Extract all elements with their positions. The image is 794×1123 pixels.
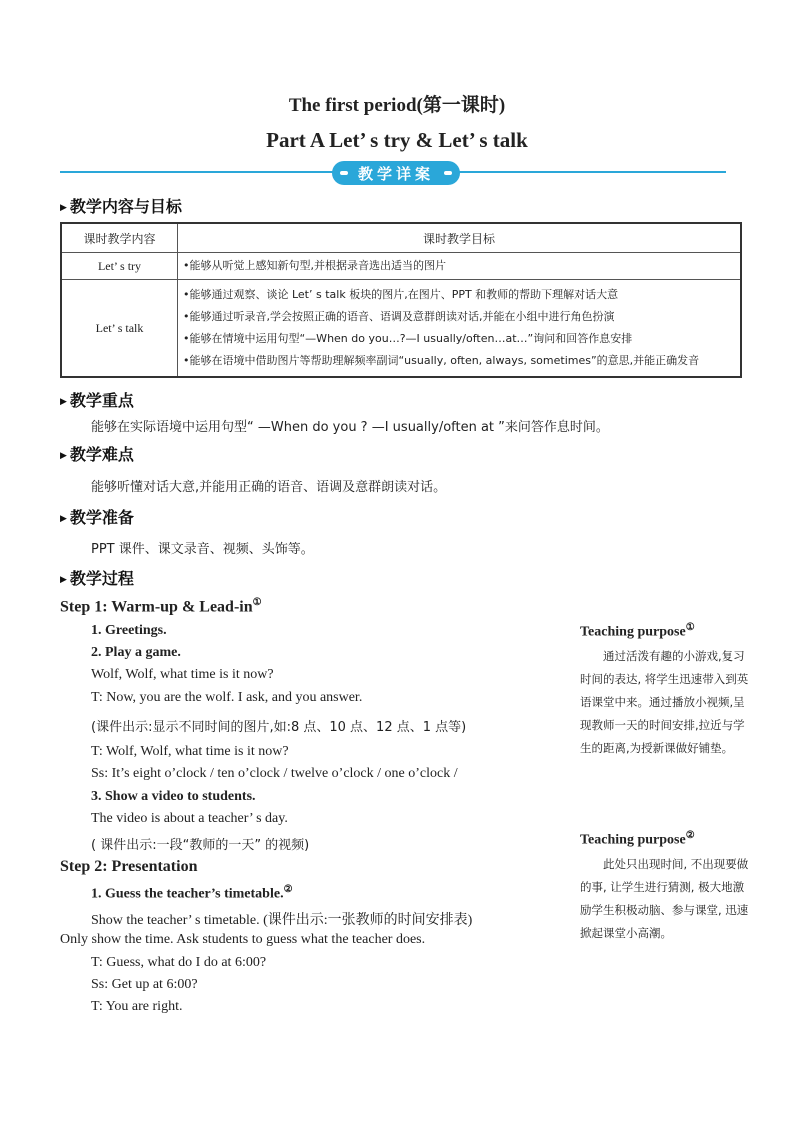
- goal-item: •能够通过听录音,学会按照正确的语音、语调及意群朗读对话,并能在小组中进行角色扮演: [183, 310, 615, 323]
- footnote-mark: ①: [252, 597, 262, 608]
- table-header-cell: 课时教学内容: [61, 223, 178, 253]
- step1-item: Ss: It’s eight o’clock / ten o’clock / twelve o’clock / one o’clock /: [91, 766, 458, 781]
- difficulties-text: 能够听懂对话大意,并能用正确的语音、语调及意群朗读对话。: [91, 480, 447, 495]
- step1-item: T: Now, you are the wolf. I ask, and you answer.: [91, 690, 363, 705]
- step1-item: The video is about a teacher’ s day.: [91, 811, 288, 826]
- triangle-bullet-icon: ▶: [60, 513, 67, 524]
- table-cell-content: Let’ s try: [61, 253, 178, 280]
- table-row: [61, 280, 741, 378]
- side-note: [580, 622, 752, 760]
- step2-item: T: Guess, what do I do at 6:00?: [91, 955, 267, 970]
- table-cell-content: Let’ s talk: [61, 280, 178, 378]
- triangle-bullet-icon: ▶: [60, 574, 67, 585]
- step2-title: Step 2: Presentation: [60, 858, 198, 875]
- side-note-title: Teaching purpose②: [580, 830, 695, 848]
- section-heading-process: ▶ 教学过程: [60, 569, 134, 588]
- step2-item: Ss: Get up at 6:00?: [91, 977, 198, 992]
- step2-item: Only show the time. Ask students to guess what the teacher does.: [60, 932, 426, 947]
- triangle-bullet-icon: ▶: [60, 202, 67, 213]
- step1-title: Step 1: Warm-up & Lead-in①: [60, 597, 262, 616]
- page-title: The first period(第一课时): [288, 95, 506, 116]
- goal-item: •能够在语境中借助图片等帮助理解频率副词“usually, often, always, sometimes”的意思,并能正确发音: [183, 354, 700, 367]
- section-heading-difficulties: ▶ 教学难点: [60, 445, 134, 464]
- step2-item: Show the teacher’ s timetable. (课件出示:一张教师的时间安排表): [91, 913, 473, 928]
- banner-badge: [332, 161, 460, 185]
- step1-item: 2. Play a game.: [91, 645, 181, 660]
- step1-item: 1. Greetings.: [91, 623, 167, 638]
- section-heading-preparation: ▶ 教学准备: [60, 508, 134, 527]
- goals-table: [60, 222, 742, 378]
- key-points-text: 能够在实际语境中运用句型“ —When do you ? —I usually/often at ”来问答作息时间。: [91, 420, 609, 435]
- page-subtitle: Part A Let’ s try & Let’ s talk: [266, 128, 528, 152]
- table-row: [61, 253, 741, 280]
- step1-item: ( 课件出示:一段“教师的一天” 的视频): [91, 838, 310, 853]
- footnote-mark: ②: [685, 830, 695, 841]
- side-note-text: 通过活泼有趣的小游戏,复习时间的表达, 将学生迅速带入到英语课堂中来。通过播放小视频,呈现教师一天的时间安排,拉近与学生的距离,为授新课做好铺垫。: [580, 648, 749, 755]
- step1-item: Wolf, Wolf, what time is it now?: [91, 667, 274, 682]
- side-note-text: 此处只出现时间, 不出现要做的事, 让学生进行猜测, 极大地激励学生积极动脑、参与课堂, 迅速掀起课堂小高潮。: [580, 856, 749, 940]
- banner-label: 教学详案: [357, 164, 434, 183]
- step2-subtitle: 1. Guess the teacher’s timetable.②: [91, 884, 293, 902]
- goal-item: •能够通过观察、谈论 Let’ s talk 板块的图片,在图片、PPT 和教师的帮助下理解对话大意: [183, 288, 619, 301]
- table-cell-goals: [178, 253, 742, 280]
- preparation-text: PPT 课件、课文录音、视频、头饰等。: [91, 542, 314, 557]
- step2-item: T: You are right.: [91, 999, 183, 1014]
- table-header-cell: 课时教学目标: [178, 223, 742, 253]
- goal-item: •能够从听觉上感知新句型,并根据录音选出适当的图片: [183, 259, 446, 272]
- goal-item: •能够在情境中运用句型“—When do you…?—I usually/often…at…”询问和回答作息安排: [183, 332, 633, 345]
- side-note: [580, 830, 752, 945]
- section-heading-content-goals: ▶ 教学内容与目标: [60, 197, 182, 216]
- step1-item: 3. Show a video to students.: [91, 789, 256, 804]
- triangle-bullet-icon: ▶: [60, 396, 67, 407]
- triangle-bullet-icon: ▶: [60, 450, 67, 461]
- step1-item: (课件出示:显示不同时间的图片,如:8 点、10 点、12 点、1 点等): [91, 720, 467, 735]
- section-heading-key-points: ▶ 教学重点: [60, 391, 134, 410]
- step1-item: T: Wolf, Wolf, what time is it now?: [91, 744, 289, 759]
- side-note-title: Teaching purpose①: [580, 622, 695, 640]
- footnote-mark: ①: [685, 622, 695, 633]
- table-cell-goals: [178, 280, 742, 378]
- footnote-mark: ②: [283, 884, 293, 895]
- table-header-row: [61, 223, 741, 253]
